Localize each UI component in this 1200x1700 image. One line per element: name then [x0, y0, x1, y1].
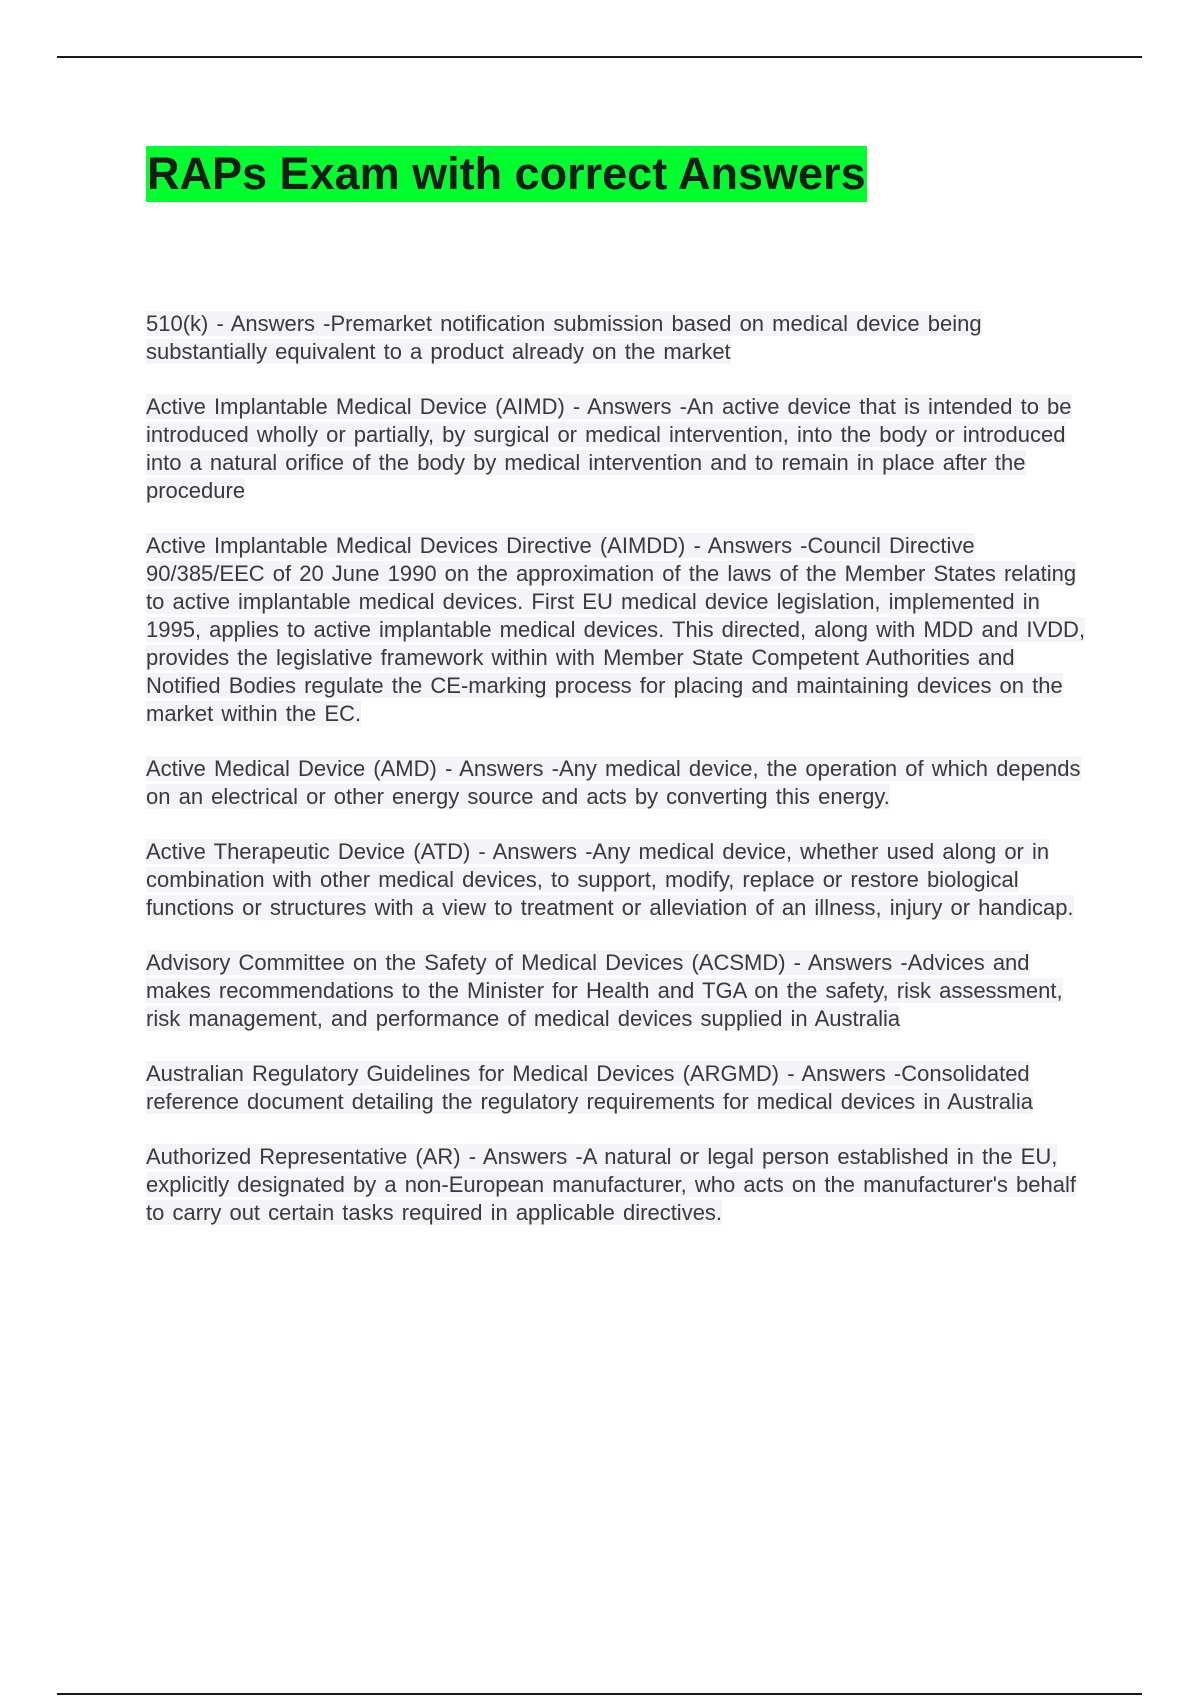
bottom-rule: [57, 1693, 1142, 1695]
glossary-entry: [146, 1060, 1092, 1116]
glossary-entry: [146, 532, 1092, 728]
title-block: [146, 146, 867, 202]
glossary-entry-text: Active Therapeutic Device (ATD) - Answers -Any medical device, whether used along or in combination with other medical devices, to support, modify, replace or restore biological functions or structures with a view to treatment or alleviation of an illness, injury or handicap.: [146, 839, 1074, 920]
glossary-entry-text: 510(k) - Answers -Premarket notification submission based on medical device being substantially equivalent to a product already on the market: [146, 311, 982, 364]
glossary-entry: [146, 393, 1092, 505]
glossary-list: [146, 310, 1092, 1254]
glossary-entry: [146, 949, 1092, 1033]
glossary-entry-text: Authorized Representative (AR) - Answers -A natural or legal person established in the EU, explicitly designated by a non-European manufacturer, who acts on the manufacturer's behalf to carry out certain tasks required in applicable directives.: [146, 1144, 1076, 1225]
glossary-entry-text: Active Medical Device (AMD) - Answers -Any medical device, the operation of which depends on an electrical or other energy source and acts by converting this energy.: [146, 756, 1081, 809]
glossary-entry-text: Advisory Committee on the Safety of Medical Devices (ACSMD) - Answers -Advices and makes recommendations to the Minister for Health and TGA on the safety, risk assessment, risk management, and performance of medical devices supplied in Australia: [146, 950, 1063, 1031]
top-rule: [57, 56, 1142, 58]
glossary-entry-text: Active Implantable Medical Device (AIMD) - Answers -An active device that is intended to be introduced wholly or partially, by surgical or medical intervention, into the body or introduced into a natural orifice of the body by medical intervention and to remain in place after the procedure: [146, 394, 1072, 503]
glossary-entry: [146, 755, 1092, 811]
glossary-entry-text: Active Implantable Medical Devices Directive (AIMDD) - Answers -Council Directive 90/385/EEC of 20 June 1990 on the approximation of the laws of the Member States relating to active implantable medical devices. First EU medical device legislation, implemented in 1995, applies to active implantable medical devices. This directed, along with MDD and IVDD, provides the legislative framework within with Member State Competent Authorities and Notified Bodies regulate the CE-marking process for placing and maintaining devices on the market within the EC.: [146, 533, 1086, 726]
document-title: RAPs Exam with correct Answers: [146, 146, 867, 202]
glossary-entry: [146, 1143, 1092, 1227]
glossary-entry-text: Australian Regulatory Guidelines for Medical Devices (ARGMD) - Answers -Consolidated reference document detailing the regulatory requirements for medical devices in Australia: [146, 1061, 1034, 1114]
glossary-entry: [146, 838, 1092, 922]
glossary-entry: [146, 310, 1092, 366]
